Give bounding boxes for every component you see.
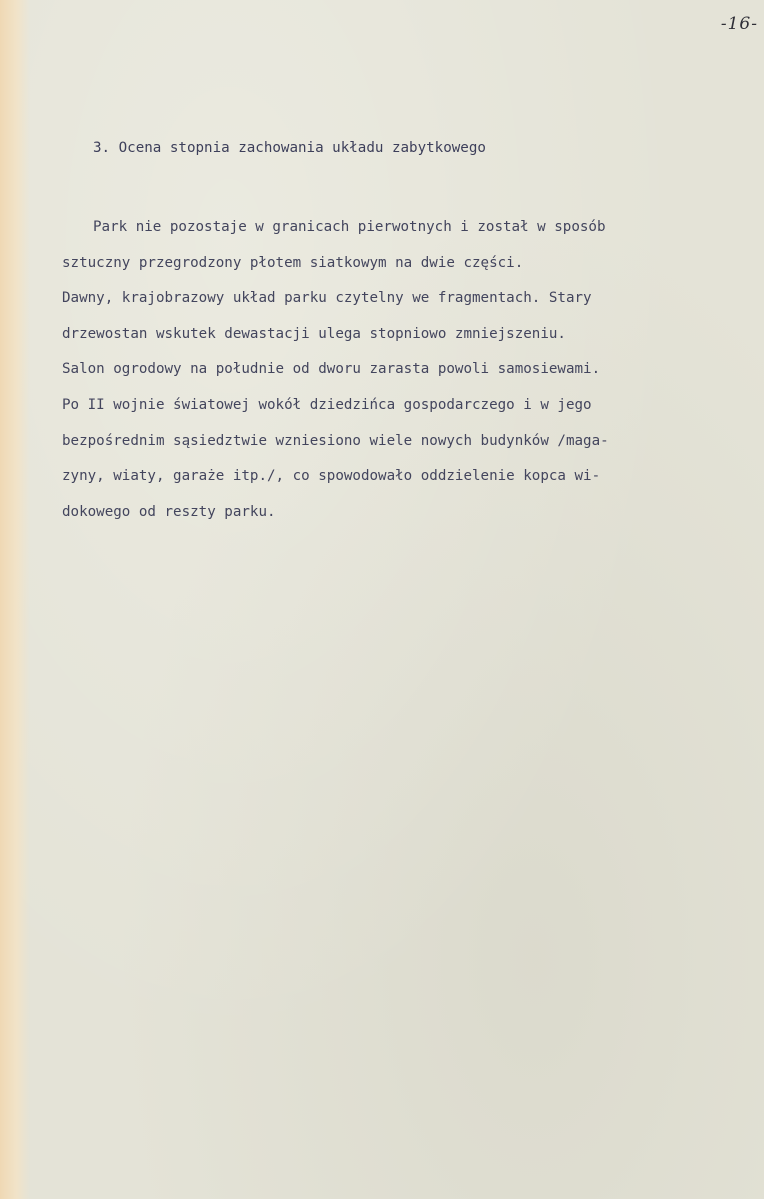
- paragraph-line: Po II wojnie światowej wokół dziedzińca gospodarczego i w jego: [62, 396, 592, 413]
- paragraph-line: Dawny, krajobrazowy układ parku czytelny we fragmentach. Stary: [62, 290, 592, 307]
- section-heading: 3. Ocena stopnia zachowania układu zabytkowego: [93, 140, 486, 156]
- paragraph-line: bezpośrednim sąsiedztwie wzniesiono wiele nowych budynków /maga-: [62, 432, 609, 449]
- paragraph-line: Park nie pozostaje w granicach pierwotnych i został w sposób: [93, 219, 606, 235]
- paragraph-line: sztuczny przegrodzony płotem siatkowym na dwie części.: [62, 254, 524, 271]
- paragraph-line: dokowego od reszty parku.: [62, 503, 276, 520]
- paragraph-line: zyny, wiaty, garaże itp./, co spowodowało oddzielenie kopca wi-: [62, 468, 601, 485]
- body-paragraph: [62, 210, 722, 530]
- paragraph-line: drzewostan wskutek dewastacji ulega stopniowo zmniejszeniu.: [62, 325, 566, 342]
- paper-edge: [0, 0, 30, 1199]
- paragraph-line: Salon ogrodowy na południe od dworu zarasta powoli samosiewami.: [62, 361, 601, 378]
- page-number: -16-: [720, 14, 758, 34]
